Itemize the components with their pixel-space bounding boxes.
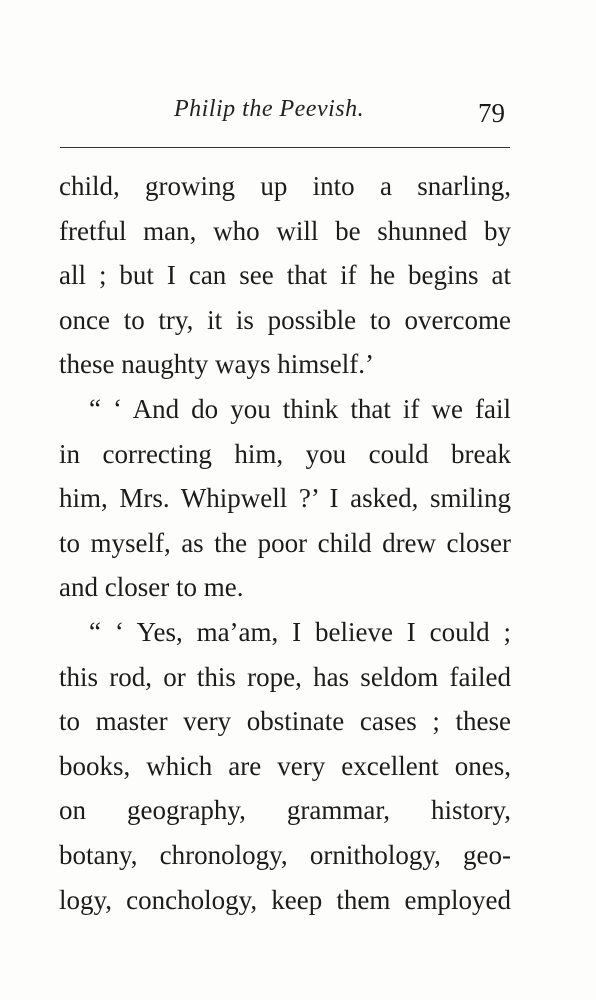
text-line: “ ‘ And do you think that if we fail (89, 393, 511, 424)
text-line: fretful man, who will be shunned by (59, 215, 511, 246)
text-line: on geography, grammar, history, (59, 795, 511, 826)
text-line: and closer to me. (59, 572, 244, 603)
text-line: this rod, or this rope, has seldom failed (59, 661, 511, 692)
text-line: child, growing up into a snarling, (59, 171, 511, 201)
text-line: him, Mrs. Whipwell ?’ I asked, smiling (59, 483, 511, 514)
text-line: to master very obstinate cases ; these (59, 706, 511, 737)
running-title: Philip the Peevish. (174, 96, 365, 122)
text-line: to myself, as the poor child drew closer (59, 527, 511, 558)
body-text (59, 164, 511, 922)
text-line: all ; but I can see that if he begins at (59, 260, 511, 291)
text-line: once to try, it is possible to overcome (59, 304, 511, 335)
text-line: these naughty ways himself.’ (59, 349, 374, 380)
header-rule (60, 147, 510, 148)
text-line: logy, conchology, keep them employed (59, 884, 511, 915)
page-number: 79 (478, 98, 505, 128)
text-line: botany, chronology, ornithology, geo- (59, 839, 511, 870)
text-line: in correcting him, you could break (59, 438, 511, 469)
text-line: books, which are very excellent ones, (59, 750, 511, 781)
text-line: “ ‘ Yes, ma’am, I believe I could ; (89, 616, 511, 647)
